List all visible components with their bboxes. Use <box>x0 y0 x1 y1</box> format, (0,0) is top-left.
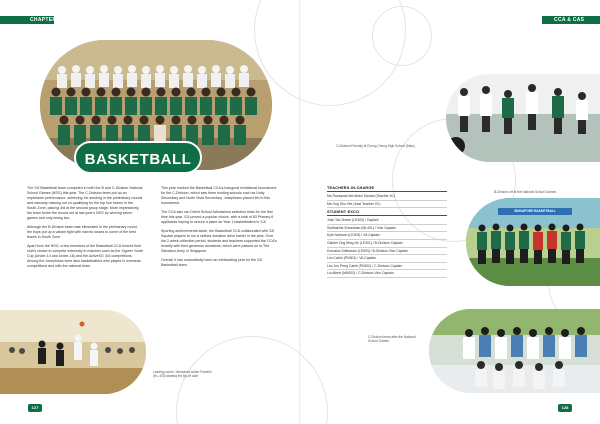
exco-heading: STUDENT EXCO <box>327 210 447 216</box>
arena-banner: SINGAPORE BASKETBALL <box>498 208 572 215</box>
after-photo-illustration <box>429 309 600 393</box>
decorative-circle <box>372 6 432 66</box>
exco-row: Josh Tan Zhean (LE403) / Captain <box>327 217 447 225</box>
section-tab: CCA & CAS <box>542 16 600 24</box>
decorative-circle <box>176 336 328 424</box>
body-paragraph: Sporting achievements aside, the Basketball CCA collaborated with SJI Squash players to run a clothes donation drive earlier in the year. Over the 2-week collection period, students and teachers supported the CCA's heartily with their generous donations, which were passed on to The Salvation Army in Singapore. <box>161 229 277 253</box>
exco-row: Siddhartha Srivasthan (ML401) / Vice Captain <box>327 225 447 233</box>
page-number: 127 <box>28 404 42 412</box>
body-column-1 <box>27 186 143 273</box>
exco-row: Leo Jun Peng Caleb (PN202) / C-Division Captain <box>327 263 447 271</box>
friendly-match-photo <box>446 74 600 162</box>
exco-row: Liu Albert (MN202) / C-Division Vice Captain <box>327 270 447 278</box>
page-number: 128 <box>558 404 572 412</box>
body-paragraph: The SJI Basketball team competed in both the B and C-Division National School Games (NSG) this year. The C-Division team put up an impressive performance, achieving 1st seeding in the preliminary rounds and narrowly missing out on qualifying for the top four teams in the South Zone, placing 3rd at the second group stage. More impressively, the team broke the record set at last year's NSG by winning seven games and only losing two. <box>27 186 143 220</box>
cca-roster <box>327 186 447 278</box>
game-photo-caption: Leading scorer Johnsaves Adam Franklin (HL-403) starting the tip-off duel <box>153 370 212 379</box>
teacher-row: Ms Rozaynah bte Abdul Samad (Teacher I/C) <box>327 193 447 201</box>
exco-row: Lim Calvin (PN301) / VA Captain <box>327 255 447 263</box>
body-paragraph: This year marked the Basketball CCA's inaugural invitational tournament for the C-Division, which saw them hosting schools such as Unity Secondary and North Vista Secondary. Josephians placed 4th in this tournament. <box>161 186 277 205</box>
body-column-2 <box>161 186 279 272</box>
exco-row: Gabriel Ong Ming Jie (LE301) / B-Division Captain <box>327 240 447 248</box>
body-paragraph: Overall, it has undoubtedly been an exhilarating year for the SJI Basketball team. <box>161 258 263 267</box>
teachers-heading: TEACHERS-IN-CHARGE <box>327 186 447 192</box>
game-photo <box>0 310 146 394</box>
team-after-games-photo <box>429 309 600 393</box>
chapter-tab: CHAPTER 5 <box>0 16 54 24</box>
game-photo-illustration <box>0 310 146 394</box>
friendly-photo-caption: C-Division Friendly at Chung Cheng High School (Main) <box>336 144 415 148</box>
natl-photo-caption: B-Division off at the National School Games <box>494 190 556 194</box>
exco-row: Dornalus Snithanan (LE503) / B-Division Vice Captain <box>327 248 447 256</box>
body-paragraph: The CCA also ran Direct School Admissions selection trials for the first time this year. SJI proved a popular choice, with a total of 83 Primary 6 applicants hoping to secure a place as Year 1 basketballers in SJI. <box>161 210 274 224</box>
after-photo-caption: C-Division team after the National School Games <box>368 335 416 344</box>
page-title: BASKETBALL <box>74 141 202 174</box>
exco-row: Kyle Narhson (LE403) / VA Captain <box>327 232 447 240</box>
body-paragraph: Although the B-Division team was eliminated in the preliminary round, the boys put up a valiant fight with narrow losses to some of the best teams in South Zone. <box>27 225 138 239</box>
body-paragraph: Apart from the NSG, a few members of the Basketball CCA formed their club's choice to compete externally in matches such as the Xigorer Youth Cup (Under-14 and Under-16) and the ActiveSG 3x3 competitions. Among the Josephians were also basketballers who played in overseas competitions and with the national team. <box>27 244 143 268</box>
teacher-row: Ms Ong Shu Yee (Asst Teacher I/C) <box>327 201 447 209</box>
friendly-photo-illustration <box>446 74 600 162</box>
